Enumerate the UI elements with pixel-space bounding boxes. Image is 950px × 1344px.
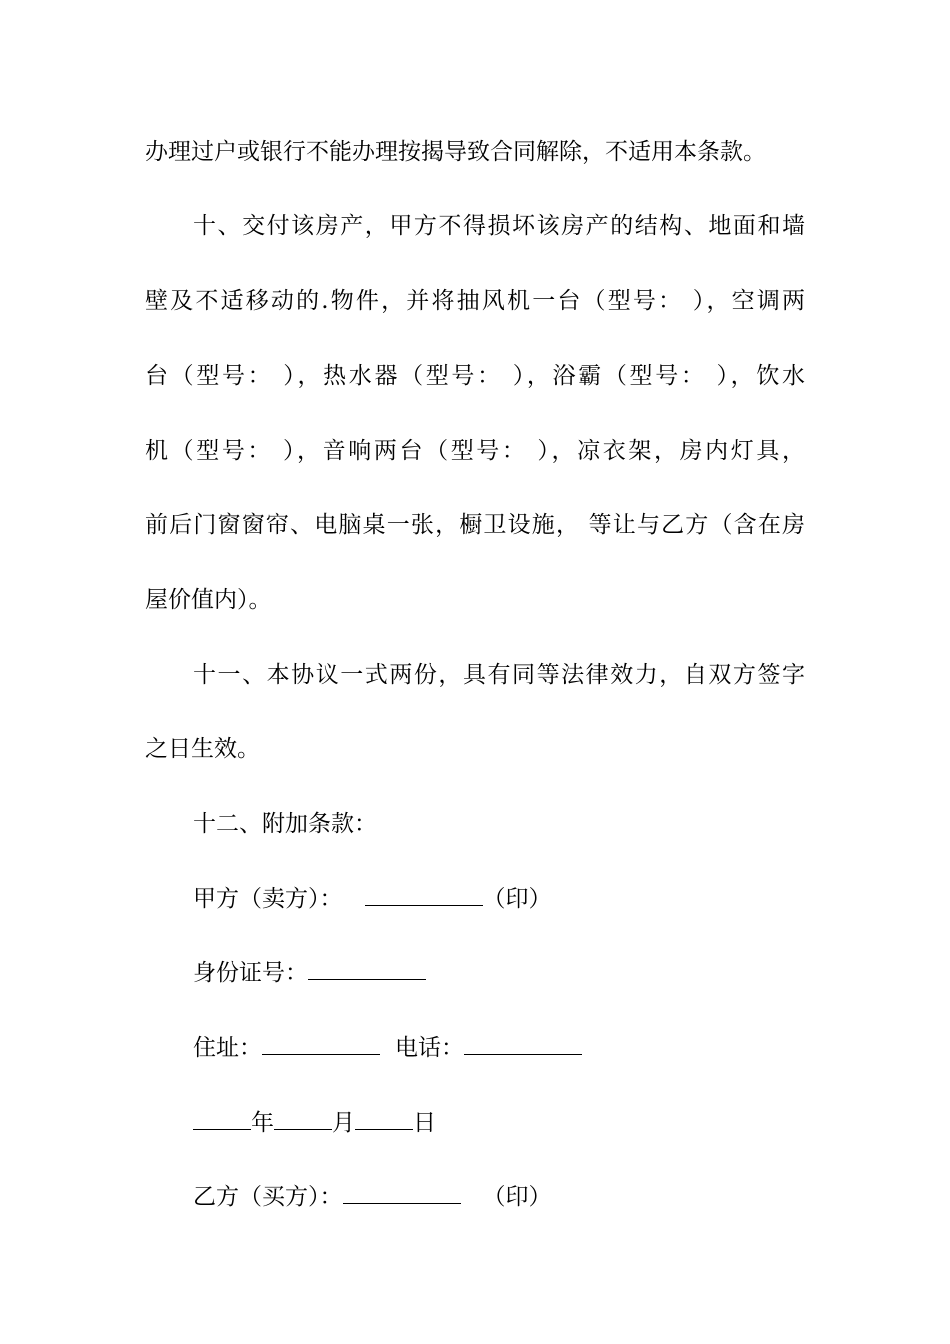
id-number-blank xyxy=(308,959,426,980)
clause-12-heading: 十二、附加条款： xyxy=(193,811,377,837)
buyer-name-blank xyxy=(343,1183,461,1204)
seller-signature-line xyxy=(193,884,805,914)
phone-blank xyxy=(464,1034,582,1055)
id-number-label: 身份证号： xyxy=(193,960,308,986)
seller-name-blank xyxy=(365,885,483,906)
clause-10-line-5: 前后门窗窗帘、电脑桌一张，橱卫设施， 等让与乙方（含在房 xyxy=(145,512,805,538)
buyer-label: 乙方（买方）： xyxy=(193,1184,343,1210)
clause-10-line-1: 十、交付该房产，甲方不得损坏该房产的结构、地面和墙 xyxy=(193,213,805,239)
address-label: 住址： xyxy=(193,1035,262,1061)
clause-11-line-1: 十一、本协议一式两份，具有同等法律效力，自双方签字 xyxy=(193,662,805,688)
clause-10-line-3: 台（型号： ），热水器（型号： ），浴霸（型号： ），饮水 xyxy=(145,363,805,389)
day-blank xyxy=(355,1109,413,1130)
buyer-signature-line xyxy=(193,1182,805,1212)
month-label: 月 xyxy=(332,1110,355,1136)
address-blank xyxy=(262,1034,380,1055)
buyer-seal: （印） xyxy=(482,1184,552,1210)
seller-label: 甲方（卖方）： xyxy=(193,886,343,912)
id-number-line xyxy=(193,958,805,988)
clause-11-line-2: 之日生效。 xyxy=(145,736,260,762)
text-line-1: 办理过户或银行不能办理按揭导致合同解除，不适用本条款。 xyxy=(145,139,766,165)
date-line xyxy=(193,1108,805,1138)
phone-label: 电话： xyxy=(395,1035,464,1061)
year-blank xyxy=(193,1109,251,1130)
seller-seal: （印） xyxy=(482,886,552,912)
clause-10-line-6: 屋价值内）。 xyxy=(145,587,272,613)
day-label: 日 xyxy=(413,1110,436,1136)
clause-10-line-2: 壁及不适移动的.物件，并将抽风机一台（型号： ），空调两 xyxy=(145,288,805,314)
month-blank xyxy=(274,1109,332,1130)
year-label: 年 xyxy=(251,1110,274,1136)
clause-10-line-4: 机（型号： ），音响两台（型号： ），凉衣架，房内灯具， xyxy=(145,438,805,464)
address-phone-line xyxy=(193,1033,805,1063)
